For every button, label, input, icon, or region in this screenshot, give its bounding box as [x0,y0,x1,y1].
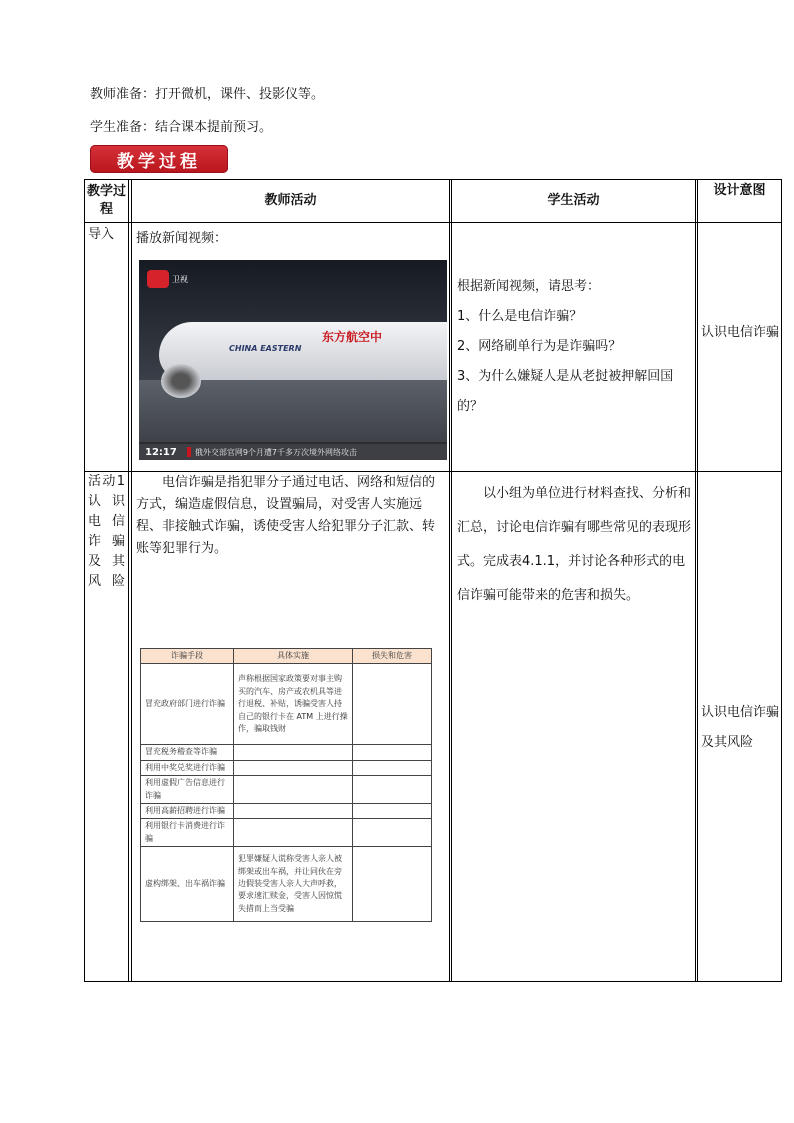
fraud-row: 虚构绑架、出车祸诈骗 犯罪嫌疑人谎称受害人亲人被绑架或出车祸，并让同伙在旁边假装受害人亲人大声呼救，要求速汇赎金，受害人因惊慌失措而上当受骗 [141,847,432,922]
row1-student-line: 1、什么是电信诈骗？ [457,309,583,324]
row2-intent: 认识电信诈骗及其风险 [701,705,780,750]
row1-intent: 认识电信诈骗 [701,325,780,340]
row2-student: 以小组为单位进行材料查找、分析和汇总，讨论电信诈骗有哪些常见的表现形式。完成表4.1.1，并讨论各种形式的电信诈骗可能带来的危害和损失。 [457,486,692,603]
fraud-row: 冒充政府部门进行诈骗 声称根据国家政策要对事主购买的汽车、房产或农机具等进行退税、补贴，诱骗受害人持自己的银行卡在 ATM 上进行操作，骗取钱财 [141,664,432,745]
fraud-row: 利用中奖兑奖进行诈骗 [141,760,432,775]
fraud-header-loss: 损失和危害 [353,649,432,664]
video-caption-bar [139,444,447,460]
row1-student-line: 根据新闻视频，请思考： [457,279,601,294]
row1-student-line: 2、网络刷单行为是诈骗吗？ [457,339,622,354]
row2-teacher: 电信诈骗是指犯罪分子通过电话、网络和短信的方式，编造虚假信息，设置骗局，对受害人实施远程、非接触式诈骗，诱使受害人给犯罪分子汇款、转账等犯罪行为。 [136,475,436,556]
row1-student [457,272,693,422]
video-time: 12:17 [145,446,177,458]
fraud-header-method: 诈骗手段 [141,649,234,664]
row1-teacher: 播放新闻视频： [136,231,228,246]
video-caption: 俄外交部官网9个月遭7千多万次境外网络攻击 [194,447,358,457]
channel-logo-icon [147,270,169,288]
airline-name-cn: 东方航空中 [322,330,383,344]
teacher-preparation: 教师准备：打开微机，课件、投影仪等。 [90,87,325,102]
fraud-methods-table [140,648,432,922]
header-stage: 教学过程 [86,184,126,217]
row1-stage: 导入 [88,227,115,242]
row1-student-line: 3、为什么嫌疑人是从老挝被押解回国的？ [457,369,674,414]
airline-name-en: CHINA EASTERN [229,344,302,353]
row2-stage: 活动1认识电信诈骗及其风险 [88,474,125,589]
fraud-row: 利用高薪招聘进行诈骗 [141,803,432,818]
header-teacher: 教师活动 [264,193,317,209]
fraud-header-detail: 具体实施 [234,649,353,664]
fraud-row: 利用虚假广告信息进行诈骗 [141,776,432,804]
fraud-row: 利用银行卡消费进行诈骗 [141,819,432,847]
channel-name: 卫视 [172,275,188,284]
header-intent: 设计意图 [713,183,766,199]
fraud-row: 冒充税务稽查等诈骗 [141,745,432,760]
teaching-process-banner: 教学过程 [90,145,228,173]
news-video-thumbnail[interactable] [139,260,447,460]
header-student: 学生活动 [547,193,600,209]
student-preparation: 学生准备：结合课本提前预习。 [90,120,273,135]
